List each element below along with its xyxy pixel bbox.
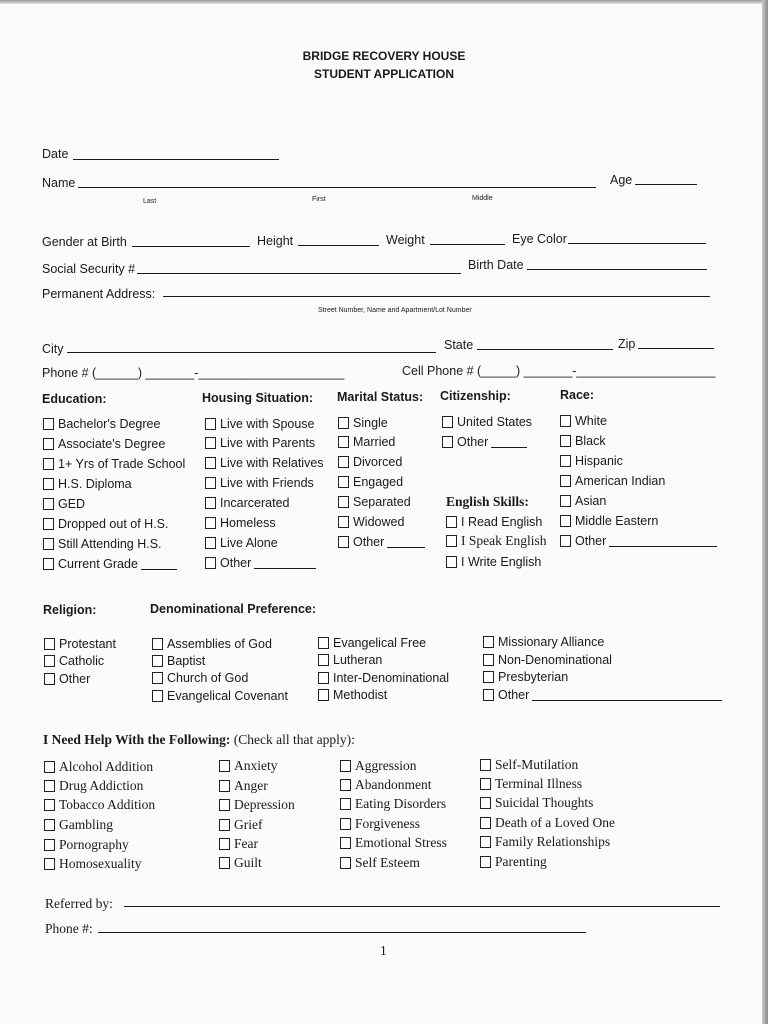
housing-other-field[interactable] [254,557,316,569]
checkbox-icon[interactable] [44,638,55,650]
zip-label: Zip [618,337,636,351]
checkbox-icon[interactable] [219,857,230,869]
weight-field[interactable] [430,244,505,245]
education-option[interactable]: 1+ Yrs of Trade School [43,457,185,471]
race-option[interactable]: Asian [560,494,606,508]
state-label: State [444,338,474,352]
help-note: (Check all that apply): [233,732,355,747]
race-option[interactable]: White [560,414,607,428]
checkbox-icon[interactable] [205,557,216,569]
checkbox-icon[interactable] [318,654,329,666]
education-option[interactable]: GED [43,497,85,511]
race-option[interactable]: Other [560,534,717,548]
education-option[interactable]: Still Attending H.S. [43,537,162,551]
help-option[interactable]: Gambling [44,818,113,832]
checkbox-icon[interactable] [480,836,491,848]
checkbox-icon[interactable] [43,458,54,470]
denomination-option[interactable]: Presbyterian [483,670,568,684]
housing-option[interactable]: Other [205,556,316,570]
denomination-heading: Denominational Preference: [150,602,317,616]
checkbox-icon[interactable] [338,536,349,548]
race-option[interactable]: Hispanic [560,454,623,468]
education-option[interactable]: Current Grade [43,557,177,571]
help-option[interactable]: Tobacco Addition [44,798,155,812]
education-option[interactable]: Bachelor's Degree [43,417,160,431]
help-option[interactable]: Family Relationships [480,835,610,849]
checkbox-icon[interactable] [205,437,216,449]
checkbox-icon[interactable] [205,537,216,549]
address-field[interactable] [163,296,710,297]
checkbox-icon[interactable] [560,535,571,547]
checkbox-icon[interactable] [560,515,571,527]
education-heading: Education: [42,392,107,406]
help-option[interactable]: Self-Mutilation [480,758,578,772]
form-title: STUDENT APPLICATION [314,67,454,81]
checkbox-icon[interactable] [44,780,55,792]
name-field[interactable] [78,187,596,188]
housing-heading: Housing Situation: [202,391,314,405]
page-number: 1 [380,943,387,958]
checkbox-icon[interactable] [446,535,457,547]
height-label: Height [257,234,294,248]
religion-option[interactable]: Catholic [44,654,104,668]
org-title: BRIDGE RECOVERY HOUSE [302,49,466,63]
checkbox-icon[interactable] [442,436,453,448]
citizenship-option[interactable]: United States [442,415,532,429]
zip-field[interactable] [638,348,714,349]
help-option[interactable]: Alcohol Addition [44,760,153,774]
checkbox-icon[interactable] [483,671,494,683]
english-option[interactable]: I Speak English [446,534,547,548]
checkbox-icon[interactable] [340,857,351,869]
race-heading: Race: [560,388,595,402]
referred-by-field[interactable] [124,906,720,907]
marital-option[interactable]: Widowed [338,515,404,529]
help-option[interactable]: Pornography [44,838,129,852]
checkbox-icon[interactable] [560,415,571,427]
marital-option[interactable]: Single [338,416,388,430]
marital-option[interactable]: Separated [338,495,411,509]
checkbox-icon[interactable] [340,798,351,810]
checkbox-icon[interactable] [219,799,230,811]
current-grade-field[interactable] [141,558,177,570]
checkbox-icon[interactable] [338,476,349,488]
denomination-option[interactable]: Methodist [318,688,387,702]
religion-option[interactable]: Protestant [44,637,116,651]
housing-option[interactable]: Incarcerated [205,496,289,510]
religion-heading: Religion: [43,603,97,617]
checkbox-icon[interactable] [480,817,491,829]
checkbox-icon[interactable] [219,760,230,772]
checkbox-icon[interactable] [318,672,329,684]
checkbox-icon[interactable] [483,654,494,666]
help-option[interactable]: Terminal Illness [480,777,582,791]
denomination-option[interactable]: Other [483,688,722,702]
gender-field[interactable] [132,246,250,247]
address-hint: Street Number, Name and Apartment/Lot Number [318,307,472,314]
height-field[interactable] [298,245,379,246]
city-label: City [42,342,64,356]
birth-date-field[interactable] [527,269,707,270]
cell-phone-field[interactable]: Cell Phone # (_____) _______-____________________ [402,364,716,378]
citizenship-other-field[interactable] [491,436,527,448]
denomination-option[interactable]: Assemblies of God [152,637,272,651]
checkbox-icon[interactable] [480,797,491,809]
phone-field[interactable]: Phone # (______) _______-_____________________ [42,366,345,380]
help-option[interactable]: Guilt [219,856,262,870]
housing-option[interactable]: Live with Parents [205,436,315,450]
checkbox-icon[interactable] [43,418,54,430]
checkbox-icon[interactable] [560,475,571,487]
help-option[interactable]: Death of a Loved One [480,816,615,830]
marital-option[interactable]: Married [338,435,395,449]
checkbox-icon[interactable] [340,779,351,791]
housing-option[interactable]: Live Alone [205,536,278,550]
weight-label: Weight [386,233,425,247]
name-middle-hint: Middle [472,195,493,202]
checkbox-icon[interactable] [205,517,216,529]
checkbox-icon[interactable] [43,438,54,450]
education-option[interactable]: Associate's Degree [43,437,165,451]
checkbox-icon[interactable] [44,655,55,667]
denomination-option[interactable]: Evangelical Free [318,636,426,650]
help-option[interactable]: Suicidal Thoughts [480,796,593,810]
education-option[interactable]: Dropped out of H.S. [43,517,168,531]
checkbox-icon[interactable] [483,689,494,701]
denomination-option[interactable]: Non-Denominational [483,653,612,667]
checkbox-icon[interactable] [560,455,571,467]
eye-color-label: Eye Color [512,232,567,246]
checkbox-icon[interactable] [340,818,351,830]
age-label: Age [610,173,633,187]
date-label: Date [42,147,69,161]
help-option[interactable]: Emotional Stress [340,836,447,850]
race-other-field[interactable] [609,535,717,547]
footer-phone-label: Phone #: [45,921,93,936]
race-option[interactable]: American Indian [560,474,665,488]
checkbox-icon[interactable] [205,418,216,430]
help-option[interactable]: Eating Disorders [340,797,446,811]
denomination-option[interactable]: Missionary Alliance [483,635,604,649]
checkbox-icon[interactable] [442,416,453,428]
housing-option[interactable]: Homeless [205,516,276,530]
marital-option[interactable]: Engaged [338,475,403,489]
checkbox-icon[interactable] [318,689,329,701]
checkbox-icon[interactable] [219,780,230,792]
city-field[interactable] [67,352,436,353]
date-field[interactable] [73,159,279,160]
checkbox-icon[interactable] [152,638,163,650]
denomination-option[interactable]: Evangelical Covenant [152,689,288,703]
checkbox-icon[interactable] [44,673,55,685]
checkbox-icon[interactable] [318,637,329,649]
help-heading-row [43,733,355,747]
name-label: Name [42,176,76,190]
help-option[interactable]: Parenting [480,855,547,869]
housing-option[interactable]: Live with Relatives [205,456,324,470]
denomination-option[interactable]: Church of God [152,671,248,685]
help-option[interactable]: Self Esteem [340,856,420,870]
help-option[interactable]: Forgiveness [340,817,420,831]
housing-option[interactable]: Live with Friends [205,476,314,490]
denomination-option[interactable]: Inter-Denominational [318,671,449,685]
checkbox-icon[interactable] [480,759,491,771]
checkbox-icon[interactable] [43,558,54,570]
referred-by-label: Referred by: [45,896,113,911]
checkbox-icon[interactable] [480,778,491,790]
checkbox-icon[interactable] [43,518,54,530]
ssn-label: Social Security # [42,262,136,276]
help-option[interactable]: Grief [219,818,262,832]
english-option[interactable]: I Read English [446,515,542,529]
checkbox-icon[interactable] [338,496,349,508]
age-field[interactable] [635,184,697,185]
citizenship-heading: Citizenship: [440,389,511,403]
scan-right-edge [762,0,768,1024]
citizenship-option[interactable]: Other [442,435,527,449]
help-option[interactable]: Abandonment [340,778,432,792]
name-first-hint: First [312,196,326,203]
english-option[interactable]: I Write English [446,555,541,569]
marital-option[interactable]: Other [338,535,425,549]
eye-color-field[interactable] [568,243,706,244]
state-field[interactable] [477,349,613,350]
name-last-hint: Last [143,198,157,205]
checkbox-icon[interactable] [483,636,494,648]
checkbox-icon[interactable] [560,495,571,507]
help-heading: I Need Help With the Following: [43,732,231,747]
checkbox-icon[interactable] [340,837,351,849]
help-option[interactable]: Fear [219,837,258,851]
checkbox-icon[interactable] [338,456,349,468]
address-label: Permanent Address: [42,287,156,301]
birth-date-label: Birth Date [468,258,524,272]
checkbox-icon[interactable] [44,761,55,773]
checkbox-icon[interactable] [338,417,349,429]
footer-phone-field[interactable] [98,932,586,933]
denomination-other-field[interactable] [532,689,722,701]
gender-label: Gender at Birth [42,235,127,249]
race-option[interactable]: Black [560,434,606,448]
ssn-field[interactable] [137,273,461,274]
help-option[interactable]: Anxiety [219,759,278,773]
help-option[interactable]: Aggression [340,759,417,773]
help-option[interactable]: Depression [219,798,295,812]
checkbox-icon[interactable] [480,856,491,868]
checkbox-icon[interactable] [205,497,216,509]
checkbox-icon[interactable] [338,516,349,528]
help-option[interactable]: Homosexuality [44,857,142,871]
checkbox-icon[interactable] [219,838,230,850]
race-option[interactable]: Middle Eastern [560,514,658,528]
education-option[interactable]: H.S. Diploma [43,477,132,491]
english-heading: English Skills: [446,494,529,509]
checkbox-icon[interactable] [152,672,163,684]
marital-option[interactable]: Divorced [338,455,402,469]
denomination-option[interactable]: Lutheran [318,653,382,667]
checkbox-icon[interactable] [446,516,457,528]
checkbox-icon[interactable] [152,655,163,667]
marital-other-field[interactable] [387,536,425,548]
checkbox-icon[interactable] [43,478,54,490]
checkbox-icon[interactable] [560,435,571,447]
checkbox-icon[interactable] [43,498,54,510]
help-option[interactable]: Drug Addiction [44,779,143,793]
checkbox-icon[interactable] [338,436,349,448]
checkbox-icon[interactable] [205,477,216,489]
checkbox-icon[interactable] [43,538,54,550]
checkbox-icon[interactable] [446,556,457,568]
checkbox-icon[interactable] [152,690,163,702]
checkbox-icon[interactable] [44,819,55,831]
checkbox-icon[interactable] [340,760,351,772]
checkbox-icon[interactable] [219,819,230,831]
housing-option[interactable]: Live with Spouse [205,417,315,431]
help-option[interactable]: Anger [219,779,268,793]
marital-heading: Marital Status: [337,390,424,404]
denomination-option[interactable]: Baptist [152,654,205,668]
religion-option[interactable]: Other [44,672,90,686]
checkbox-icon[interactable] [205,457,216,469]
scan-top-edge [0,0,768,4]
checkbox-icon[interactable] [44,799,55,811]
checkbox-icon[interactable] [44,858,55,870]
checkbox-icon[interactable] [44,839,55,851]
